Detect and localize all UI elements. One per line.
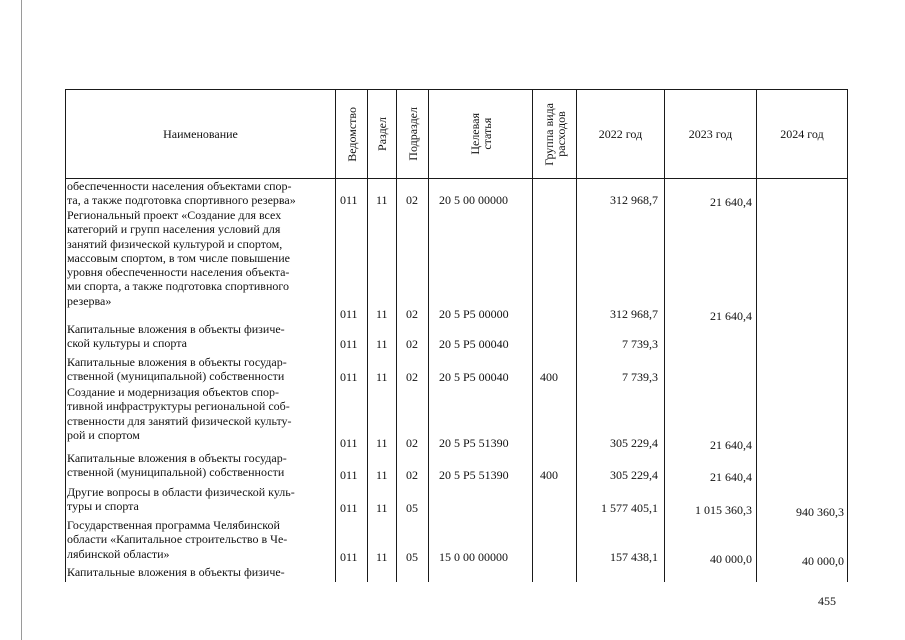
table-row-name — [67, 179, 332, 208]
column-line-right — [847, 89, 848, 582]
cell-2022: 305 229,4 — [610, 436, 658, 450]
name-line: Капитальные вложения в объекты государ- — [67, 451, 287, 465]
header-2024 — [757, 90, 847, 178]
table-row-name — [67, 355, 332, 384]
table-row-name — [67, 485, 332, 514]
cell-celevaya: 20 5 P5 00000 — [439, 307, 509, 321]
cell-razdel: 11 — [376, 468, 388, 482]
name-line: Региональный проект «Создание для всех — [67, 208, 282, 222]
header-2022 — [577, 90, 664, 178]
cell-vedomstvo: 011 — [340, 337, 358, 351]
cell-razdel: 11 — [376, 370, 388, 384]
name-line: лябинской области» — [67, 546, 170, 561]
header-celevaya — [429, 90, 532, 178]
name-line: ственной (муниципальной) собственности — [67, 465, 285, 480]
table-row-name — [67, 322, 332, 351]
page-margin-line — [21, 0, 22, 640]
cell-celevaya: 20 5 P5 51390 — [439, 436, 509, 450]
header-vedomstvo-text: Ведомство — [344, 106, 359, 162]
header-2024-text: 2024 год — [780, 126, 824, 141]
name-line: ской культуры и спорта — [67, 336, 187, 351]
cell-podrazdel: 02 — [406, 337, 418, 351]
name-line: та, а также подготовка спортивного резерва» — [67, 193, 296, 208]
name-line: Капитальные вложения в объекты физиче- — [67, 565, 285, 579]
cell-podrazdel: 05 — [406, 550, 418, 564]
cell-vedomstvo: 011 — [340, 370, 358, 384]
cell-2023: 1 015 360,3 — [695, 503, 752, 517]
cell-celevaya: 20 5 P5 51390 — [439, 468, 509, 482]
cell-2023: 21 640,4 — [710, 195, 752, 209]
header-podrazdel — [397, 90, 428, 178]
name-line: категорий и групп населения условий для — [67, 222, 281, 237]
cell-podrazdel: 02 — [406, 370, 418, 384]
cell-podrazdel: 02 — [406, 307, 418, 321]
cell-podrazdel: 02 — [406, 468, 418, 482]
name-line: резерва» — [67, 293, 112, 308]
cell-2022: 7 739,3 — [622, 337, 658, 351]
cell-2023: 21 640,4 — [710, 438, 752, 452]
cell-2022: 1 577 405,1 — [601, 501, 658, 515]
cell-podrazdel: 05 — [406, 501, 418, 515]
name-line: Создание и модернизация объектов спор- — [67, 385, 280, 399]
header-celevaya-text — [469, 113, 493, 155]
page-number: 455 — [818, 594, 836, 608]
name-line: Государственная программа Челябинской — [67, 518, 280, 532]
cell-gruppa: 400 — [540, 468, 558, 482]
header-name-text: Наименование — [163, 126, 238, 141]
header-2023 — [665, 90, 756, 178]
cell-razdel: 11 — [376, 307, 388, 321]
name-line: ственной (муниципальной) собственности — [67, 369, 285, 384]
cell-vedomstvo: 011 — [340, 550, 358, 564]
cell-razdel: 11 — [376, 436, 388, 450]
cell-celevaya: 20 5 P5 00040 — [439, 370, 509, 384]
name-line: обеспеченности населения объектами спор- — [67, 179, 292, 193]
header-gruppa — [533, 90, 576, 178]
header-gruppa-line2: расходов — [553, 111, 568, 157]
name-line: уровня обеспеченности населения объекта- — [67, 265, 290, 280]
cell-2022: 312 968,7 — [610, 193, 658, 207]
table-row-name — [67, 565, 332, 579]
cell-vedomstvo: 011 — [340, 193, 358, 207]
cell-vedomstvo: 011 — [340, 436, 358, 450]
header-2023-text: 2023 год — [688, 126, 733, 141]
name-line: массовым спортом, в том числе повышение — [67, 250, 290, 265]
cell-2023: 40 000,0 — [710, 552, 752, 566]
cell-gruppa: 400 — [540, 370, 558, 384]
cell-2023: 21 640,4 — [710, 470, 752, 484]
cell-vedomstvo: 011 — [340, 307, 358, 321]
cell-podrazdel: 02 — [406, 193, 418, 207]
header-gruppa-line1: Группа вида — [541, 102, 556, 166]
name-line: Капитальные вложения в объекты государ- — [67, 355, 287, 369]
cell-celevaya: 20 5 P5 00040 — [439, 337, 509, 351]
cell-2022: 7 739,3 — [622, 370, 658, 384]
name-line: Другие вопросы в области физической куль- — [67, 485, 295, 499]
cell-2024: 940 360,3 — [796, 505, 844, 519]
name-line: ми спорта, а также подготовка спортивного — [67, 279, 289, 294]
table-row-name — [67, 518, 332, 561]
cell-celevaya: 15 0 00 00000 — [439, 550, 508, 564]
cell-razdel: 11 — [376, 501, 388, 515]
cell-2022: 312 968,7 — [610, 307, 658, 321]
cell-2022: 305 229,4 — [610, 468, 658, 482]
name-line: занятий физической культурой и спортом, — [67, 236, 283, 251]
cell-vedomstvo: 011 — [340, 501, 358, 515]
name-line: рой и спортом — [67, 427, 140, 442]
header-celevaya-line2: статья — [479, 118, 494, 150]
cell-2024: 40 000,0 — [802, 554, 844, 568]
cell-2022: 157 438,1 — [610, 550, 658, 564]
cell-razdel: 11 — [376, 550, 388, 564]
cell-razdel: 11 — [376, 337, 388, 351]
name-line: Капитальные вложения в объекты физиче- — [67, 322, 285, 336]
table-row-name — [67, 451, 332, 480]
header-celevaya-line1: Целевая — [467, 113, 482, 155]
cell-celevaya: 20 5 00 00000 — [439, 193, 508, 207]
header-gruppa-text — [543, 103, 567, 166]
cell-2023: 21 640,4 — [710, 309, 752, 323]
cell-razdel: 11 — [376, 193, 388, 207]
name-line: области «Капитальное строительство в Че- — [67, 532, 288, 547]
name-line: ственности для занятий физической культу- — [67, 413, 292, 428]
name-line: туры и спорта — [67, 499, 139, 514]
cell-vedomstvo: 011 — [340, 468, 358, 482]
header-name — [66, 90, 335, 178]
table-row-name — [67, 385, 332, 442]
header-podrazdel-text: Подраздел — [405, 107, 420, 161]
name-line: тивной инфраструктуры региональной соб- — [67, 399, 290, 414]
table-row-name — [67, 208, 332, 308]
header-vedomstvo — [336, 90, 367, 178]
header-razdel — [368, 90, 396, 178]
header-razdel-text: Раздел — [375, 117, 389, 151]
cell-podrazdel: 02 — [406, 436, 418, 450]
header-2022-text: 2022 год — [598, 126, 643, 141]
